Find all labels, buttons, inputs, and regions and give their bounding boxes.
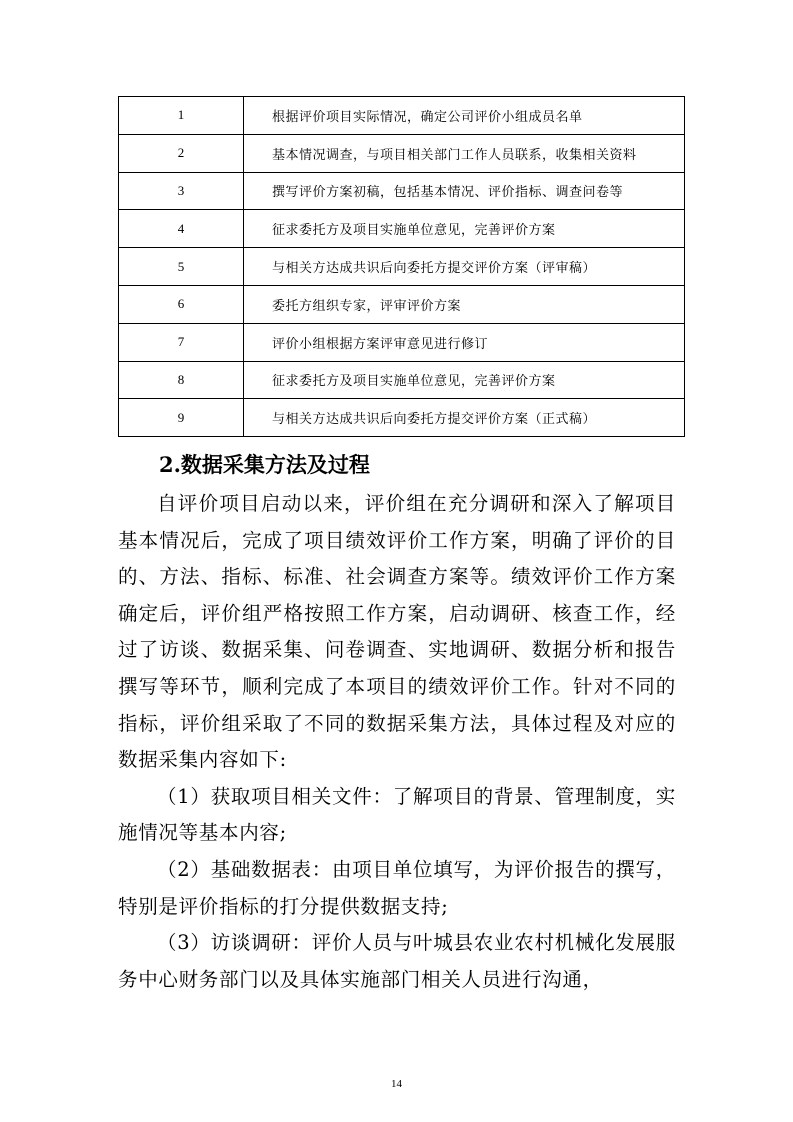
step-number-cell: 9 (119, 399, 244, 437)
step-number-cell: 7 (119, 323, 244, 361)
step-number-cell: 8 (119, 361, 244, 399)
step-description-cell: 撰写评价方案初稿，包括基本情况、评价指标、调查问卷等 (244, 172, 685, 210)
table-row (119, 361, 685, 399)
step-number-cell: 4 (119, 210, 244, 248)
step-description-cell: 基本情况调查，与项目相关部门工作人员联系，收集相关资料 (244, 134, 685, 172)
step-description-cell: 征求委托方及项目实施单位意见，完善评价方案 (244, 210, 685, 248)
step-number-cell: 3 (119, 172, 244, 210)
table-row (119, 210, 685, 248)
table-row (119, 134, 685, 172)
step-number-cell: 6 (119, 285, 244, 323)
step-description-cell: 征求委托方及项目实施单位意见，完善评价方案 (244, 361, 685, 399)
table-row (119, 172, 685, 210)
step-description-cell: 与相关方达成共识后向委托方提交评价方案（正式稿） (244, 399, 685, 437)
table-row (119, 97, 685, 135)
section-body (118, 486, 676, 998)
paragraph-item-3: （3）访谈调研：评价人员与叶城县农业农村机械化发展服务中心财务部门以及具体实施部门相关人员进行沟通， (118, 931, 676, 991)
table-row (119, 323, 685, 361)
section-heading: 2.数据采集方法及过程 (159, 452, 370, 477)
paragraph-intro: 自评价项目启动以来，评价组在充分调研和深入了解项目基本情况后，完成了项目绩效评价工作方案，明确了评价的目的、方法、指标、标准、社会调查方案等。绩效评价工作方案确定后，评价组严格按照工作方案，启动调研、核查工作，经过了访谈、数据采集、问卷调查、实地调研、数据分析和报告撰写等环节，顺利完成了本项目的绩效评价工作。针对不同的指标，评价组采取了不同的数据采集方法，具体过程及对应的数据采集内容如下: (118, 492, 676, 772)
table-row (119, 248, 685, 286)
process-steps-body (119, 97, 685, 437)
step-description-cell: 与相关方达成共识后向委托方提交评价方案（评审稿） (244, 248, 685, 286)
paragraph-item-1: （1）获取项目相关文件：了解项目的背景、管理制度，实施情况等基本内容; (118, 784, 676, 845)
step-number-cell: 5 (119, 248, 244, 286)
step-number-cell: 1 (119, 97, 244, 135)
page-number: 14 (391, 1078, 402, 1090)
paragraph-item-2: （2）基础数据表：由项目单位填写，为评价报告的撰写，特别是评价指标的打分提供数据支持; (118, 857, 676, 918)
step-description-cell: 根据评价项目实际情况，确定公司评价小组成员名单 (244, 97, 685, 135)
step-number-cell: 2 (119, 134, 244, 172)
process-steps-table (118, 96, 685, 437)
table-row (119, 285, 685, 323)
table-row (119, 399, 685, 437)
step-description-cell: 委托方组织专家，评审评价方案 (244, 285, 685, 323)
step-description-cell: 评价小组根据方案评审意见进行修订 (244, 323, 685, 361)
